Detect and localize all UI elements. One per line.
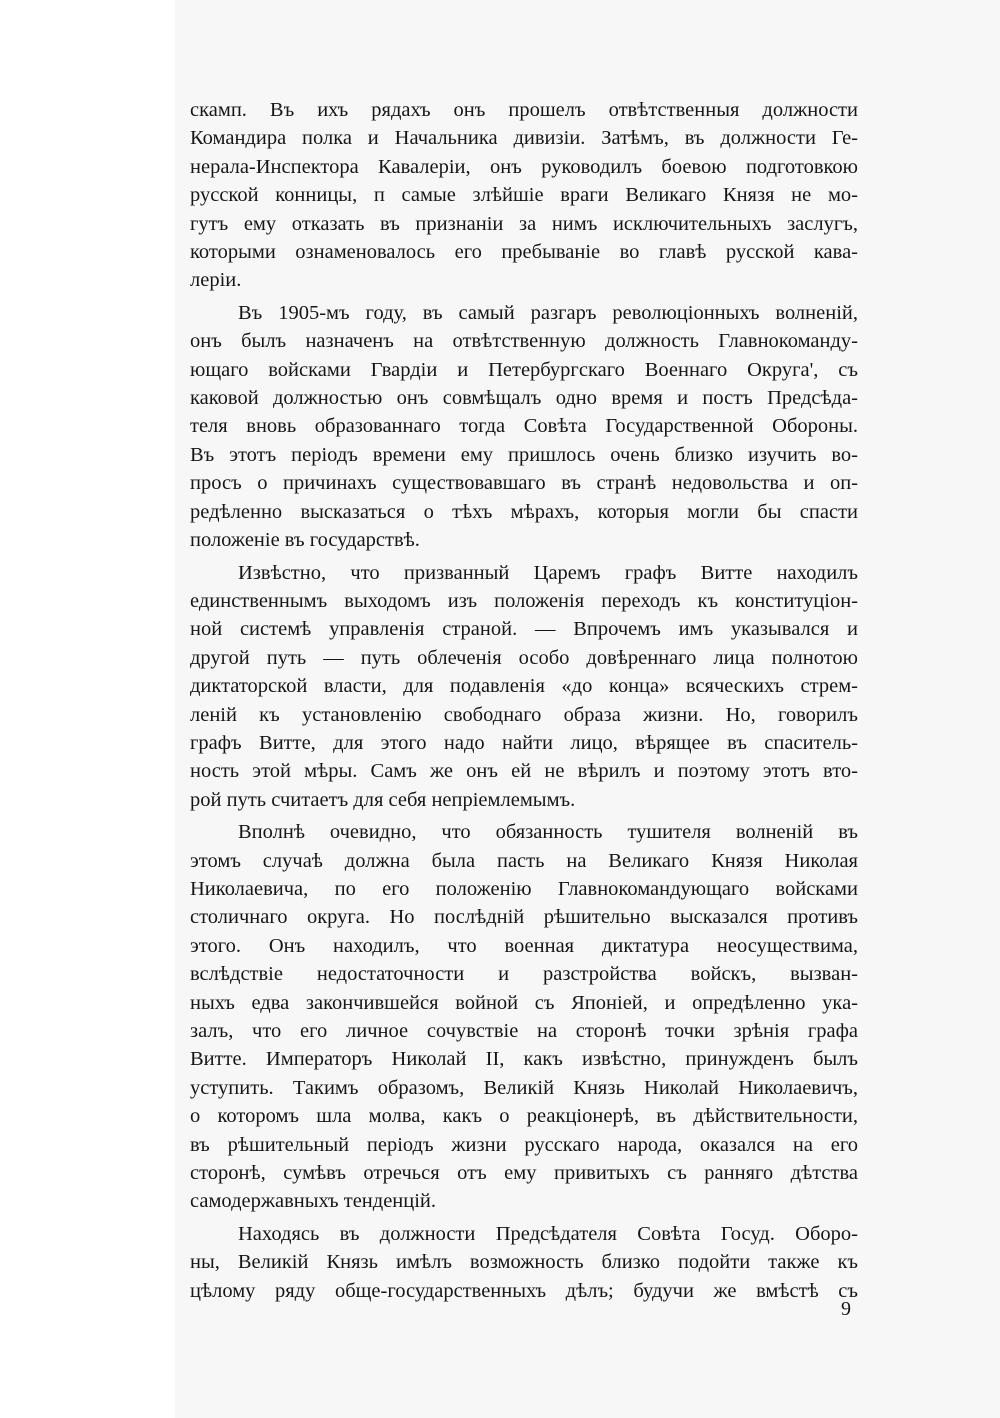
text-line: Витте. Императоръ Николай II, какъ извѣстно, принужденъ былъ (190, 1048, 858, 1071)
paragraph-4 (190, 818, 858, 1216)
text-line: сторонѣ, сумѣвъ отречься отъ ему привитыхъ съ ранняго дѣтства (190, 1162, 858, 1185)
text-line: ющаго войсками Гвардіи и Петербургскаго Военнаго Округа', съ (190, 358, 858, 381)
text-line: онъ былъ назначенъ на отвѣтственную должность Главнокоманду- (190, 330, 858, 353)
text-line: Николаевича, по его положенію Главнокомандующаго войсками (190, 877, 858, 900)
paragraph-3 (190, 559, 858, 815)
text-line: Извѣстно, что призванный Царемъ графъ Витте находилъ (238, 561, 858, 584)
text-line: ной системѣ управленія страной. — Впрочемъ имъ указывался и (190, 618, 858, 641)
text-line: Въ 1905-мъ году, въ самый разгаръ революціонныхъ волненій, (238, 301, 858, 324)
text-line: этого. Онъ находилъ, что военная диктатура неосуществима, (190, 934, 858, 957)
text-line: ныхъ едва закончившейся войной съ Японіей, и опредѣленно ука- (190, 991, 858, 1014)
text-line: ны, Великій Князь имѣлъ возможность близко подойти также къ (190, 1251, 858, 1274)
text-line: просъ о причинахъ существовавшаго въ странѣ недовольства и оп- (190, 472, 858, 495)
text-line: самодержавныхъ тенденцій. (190, 1190, 437, 1213)
text-line: диктаторской власти, для подавленія «до конца» всяческихъ стрем- (190, 675, 858, 698)
paragraph-2 (190, 299, 858, 555)
text-line: Вполнѣ очевидно, что обязанность тушителя волненій въ (238, 821, 858, 844)
text-line: графъ Витте, для этого надо найти лицо, вѣрящее въ спаситель- (190, 731, 858, 754)
text-line: каковой должностью онъ совмѣщалъ одно время и постъ Предсѣда- (190, 387, 858, 410)
text-line: другой путь — путь облеченія особо довѣреннаго лица полнотою (190, 646, 858, 669)
text-line: нерала-Инспектора Кавалеріи, онъ руководилъ боевою подготовкою (190, 155, 858, 178)
text-line: теля вновь образованнаго тогда Совѣта Государственной Обороны. (190, 415, 858, 438)
text-line: залъ, что его личное сочувствіе на сторонѣ точки зрѣнія графа (190, 1020, 858, 1042)
text-line: вслѣдствіе недостаточности и разстройства войскъ, вызван- (190, 963, 858, 986)
text-line: леній къ установленію свободнаго образа жизни. Но, говорилъ (190, 703, 858, 726)
text-line: уступить. Такимъ образомъ, Великій Князь Николай Николаевичъ, (190, 1076, 858, 1099)
text-line: положеніе въ государствѣ. (190, 529, 420, 552)
text-line: гутъ ему отказать въ признаніи за нимъ исключительныхъ заслугъ, (190, 212, 858, 235)
text-line: русской конницы, п самые злѣйшіе враги Великаго Князя не мо- (190, 184, 858, 207)
text-line: леріи. (190, 269, 242, 292)
text-line: ность этой мѣры. Самъ же онъ ей не вѣрилъ и поэтому этотъ вто- (190, 760, 858, 783)
paragraph-1 (190, 96, 858, 295)
text-line: Находясь въ должности Предсѣдателя Совѣта Госуд. Оборо- (238, 1222, 858, 1245)
text-line: о которомъ шла молва, какъ о реакціонерѣ, въ дѣйствительности, (190, 1105, 858, 1128)
text-line: редѣленно высказаться о тѣхъ мѣрахъ, которыя могли бы спасти (190, 500, 858, 523)
text-line: Командира полка и Начальника дивизіи. Затѣмъ, въ должности Ге- (190, 127, 858, 150)
paragraph-5 (190, 1220, 858, 1305)
text-line: скамп. Въ ихъ рядахъ онъ прошелъ отвѣтственныя должности (190, 99, 858, 121)
text-line: столичнаго округа. Но послѣдній рѣшительно высказался противъ (190, 906, 858, 929)
text-line: въ рѣшительный періодъ жизни русскаго народа, оказался на его (190, 1133, 858, 1156)
text-line: цѣлому ряду обще-государственныхъ дѣлъ; будучи же вмѣстѣ съ (190, 1279, 858, 1302)
text-line: единственнымъ выходомъ изъ положенія переходъ къ конституціон- (190, 589, 858, 612)
text-line: Въ этотъ періодъ времени ему пришлось очень близко изучить во- (190, 443, 858, 466)
page-number: 9 (841, 1298, 851, 1320)
text-line: этомъ случаѣ должна была пасть на Великаго Князя Николая (190, 849, 858, 872)
text-line: которыми ознаменовалось его пребываніе во главѣ русской кава- (190, 241, 858, 264)
page-text (190, 96, 858, 1305)
text-line: рой путь считаетъ для себя непріемлемымъ. (190, 788, 576, 811)
